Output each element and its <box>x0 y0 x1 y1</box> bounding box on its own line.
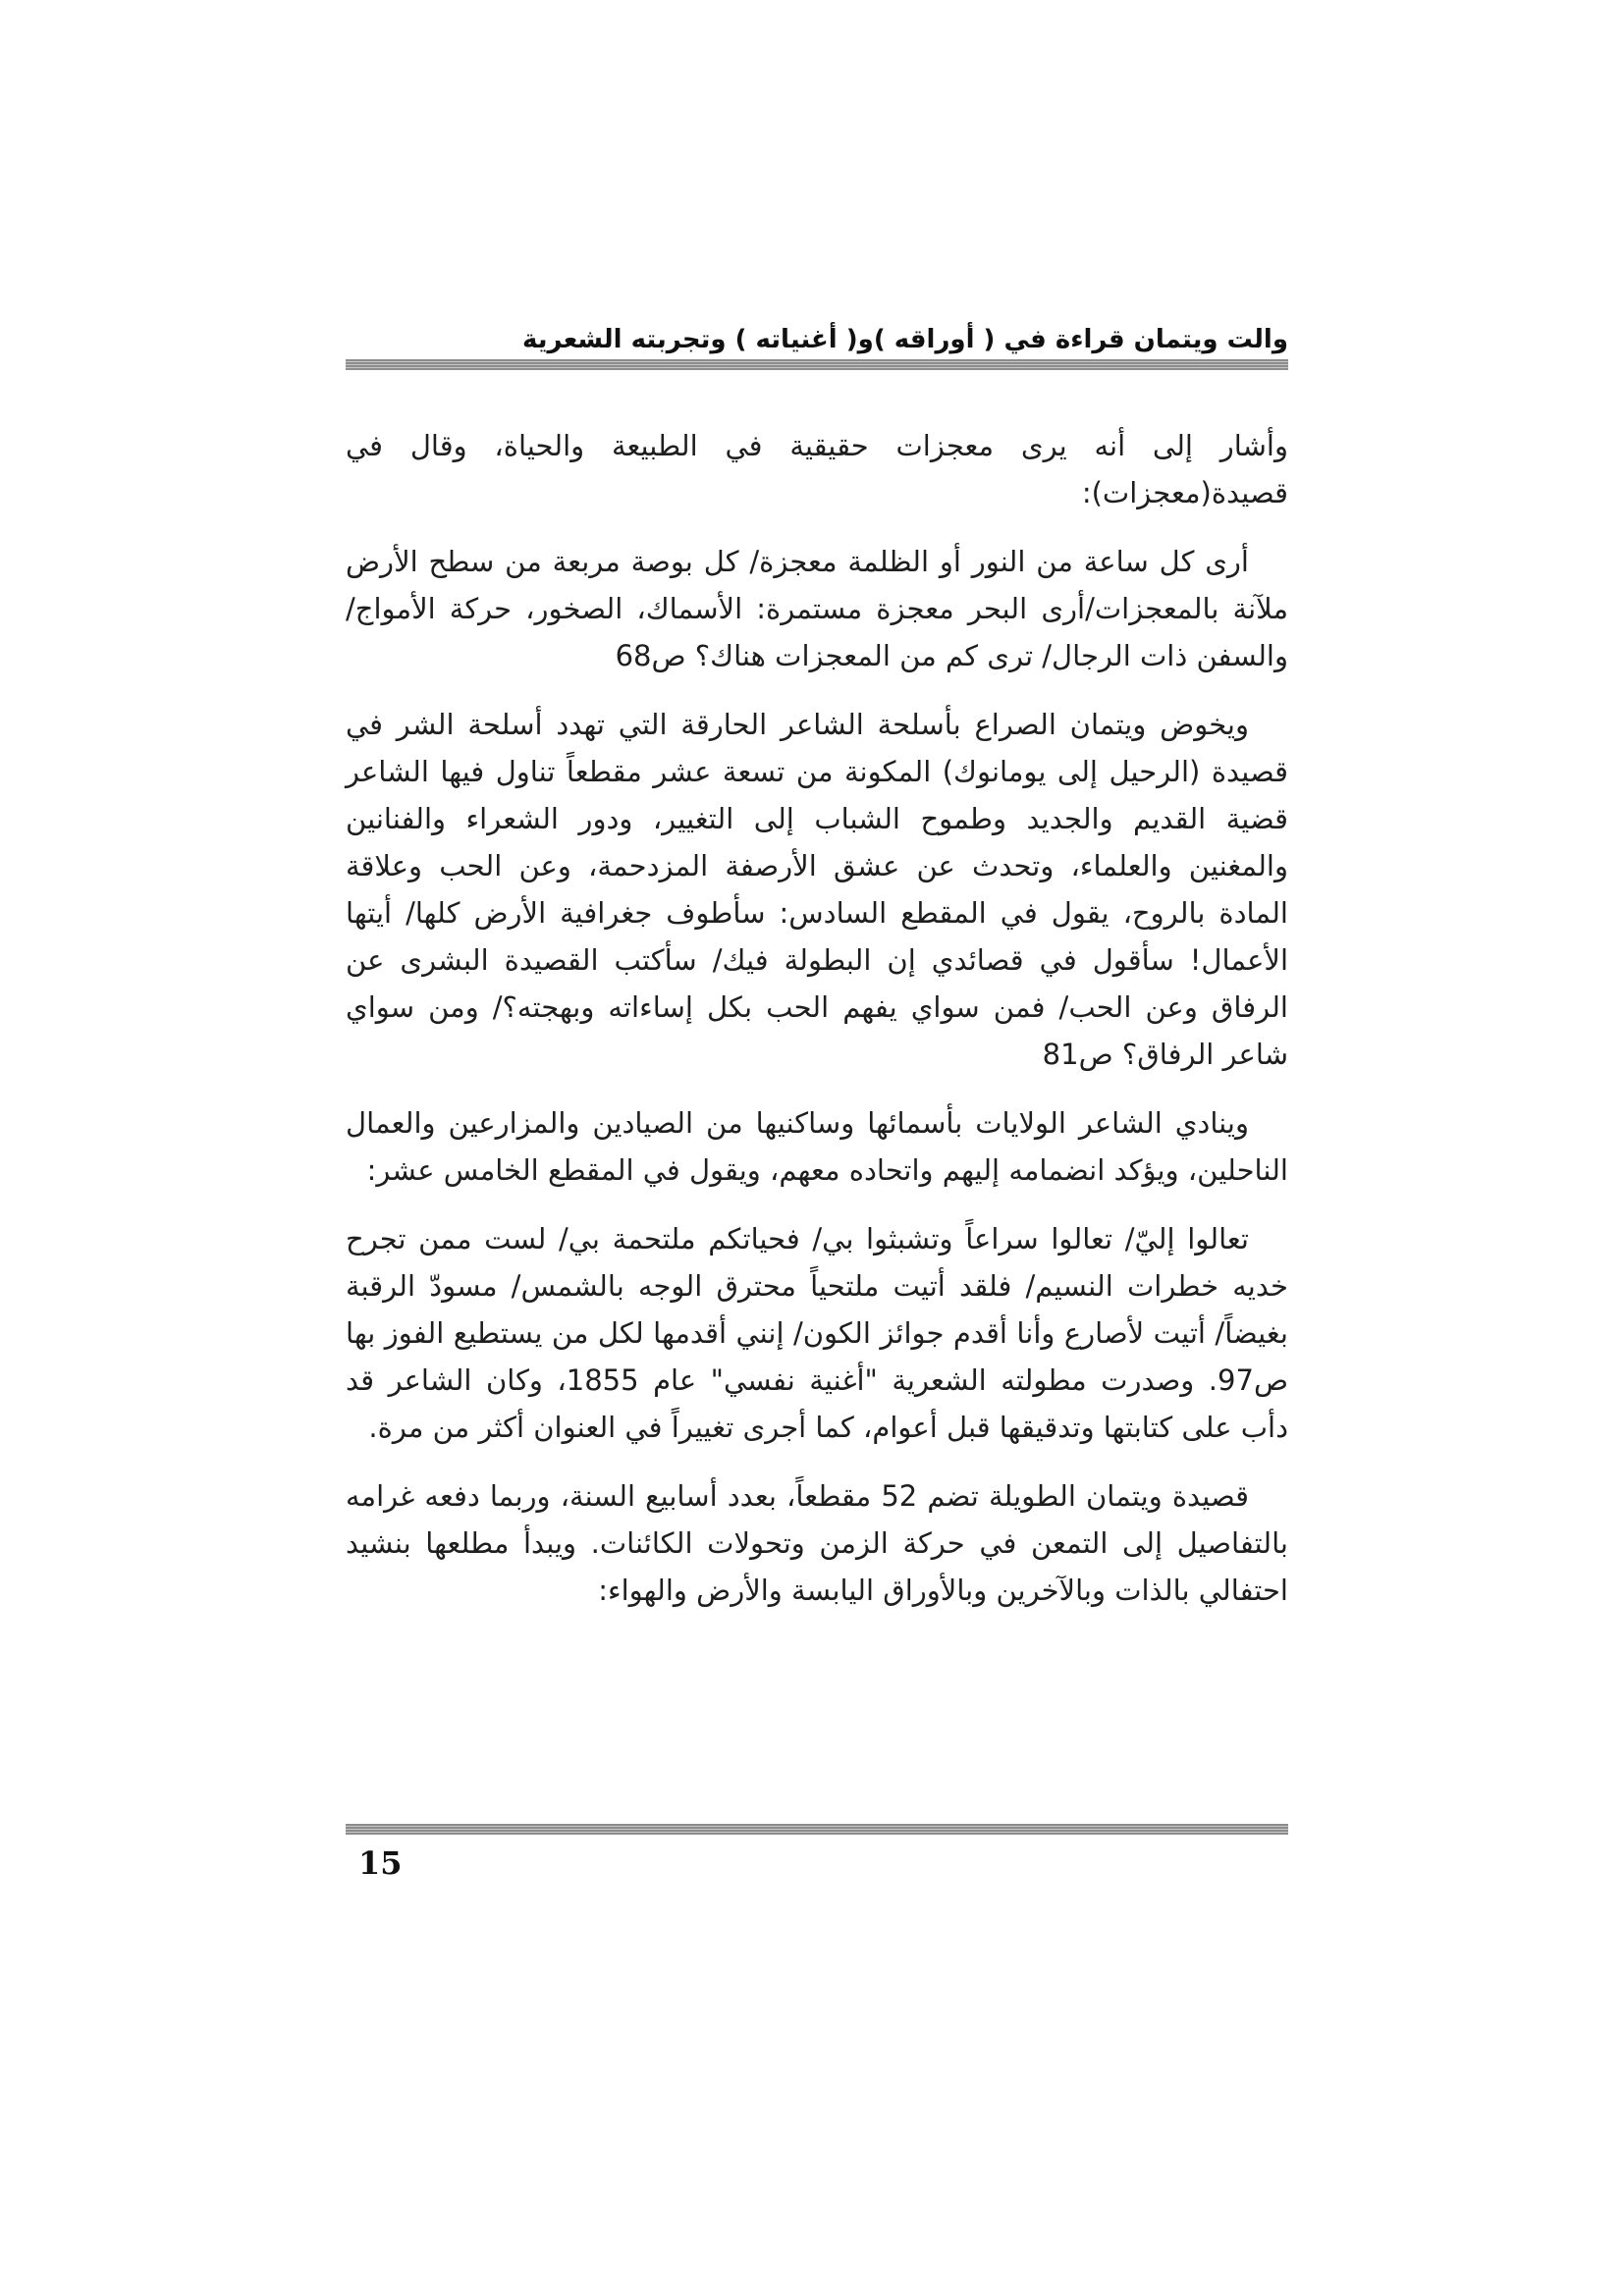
footer-divider <box>346 1824 1288 1835</box>
paragraph: وينادي الشاعر الولايات بأسمائها وساكنيها من الصيادين والمزارعين والعمال الناحلين، ويؤكد انضمامه إليهم واتحاده معهم، ويقول في المقطع الخامس عشر: <box>346 1106 1288 1187</box>
paragraph: ويخوض ويتمان الصراع بأسلحة الشاعر الحارقة التي تهدد أسلحة الشر في قصيدة (الرحيل إلى يومانوك) المكونة من تسعة عشر مقطعاً تناول فيها الشاعر قضية القديم والجديد وطموح الشباب إلى التغيير، ودور الشعراء والفنانين والمغنين والعلماء، وتحدث عن عشق الأرصفة المزدحمة، وعن الحب وعلاقة المادة بالروح، يقول في المقطع السادس: سأطوف جغرافية الأرض كلها/ أيتها الأعمال! سأقول في قصائدي إن البطولة فيك/ سأكتب القصيدة البشرى عن الرفاق وعن الحب/ فمن سواي يفهم الحب بكل إساءاته وبهجته؟/ ومن سواي شاعر الرفاق؟ ص81 <box>346 708 1288 1071</box>
page-number: 15 <box>358 1844 403 1882</box>
paragraph: أرى كل ساعة من النور أو الظلمة معجزة/ كل بوصة مربعة من سطح الأرض ملآنة بالمعجزات/أرى البحر معجزة مستمرة: الأسماك، الصخور، حركة الأمواج/ والسفن ذات الرجال/ ترى كم من المعجزات هناك؟ ص68 <box>346 545 1288 672</box>
running-header: والت ويتمان قراءة في ( أوراقه )و( أغنياته ) وتجربته الشعرية <box>522 325 1288 354</box>
header-divider <box>346 359 1288 370</box>
paragraph: قصيدة ويتمان الطويلة تضم 52 مقطعاً، بعدد أسابيع السنة، وربما دفعه غرامه بالتفاصيل إلى التمعن في حركة الزمن وتحولات الكائنات. ويبدأ مطلعها بنشيد احتفالي بالذات وبالآخرين وبالأوراق اليابسة والأرض والهواء: <box>346 1479 1288 1607</box>
paragraph: وأشار إلى أنه يرى معجزات حقيقية في الطبيعة والحياة، وقال في قصيدة(معجزات): <box>346 429 1288 509</box>
paragraph: تعالوا إليّ/ تعالوا سراعاً وتشبثوا بي/ فحياتكم ملتحمة بي/ لست ممن تجرح خديه خطرات النسيم/ فلقد أتيت ملتحياً محترق الوجه بالشمس/ مسودّ الرقبة بغيضاً/ أتيت لأصارع وأنا أقدم جوائز الكون/ إنني أقدمها لكل من يستطيع الفوز بها ص97. وصدرت مطولته الشعرية "أغنية نفسي" عام 1855، وكان الشاعر قد دأب على كتابتها وتدقيقها قبل أعوام، كما أجرى تغييراً في العنوان أكثر من مرة. <box>346 1222 1288 1444</box>
page-body <box>346 422 1288 1635</box>
